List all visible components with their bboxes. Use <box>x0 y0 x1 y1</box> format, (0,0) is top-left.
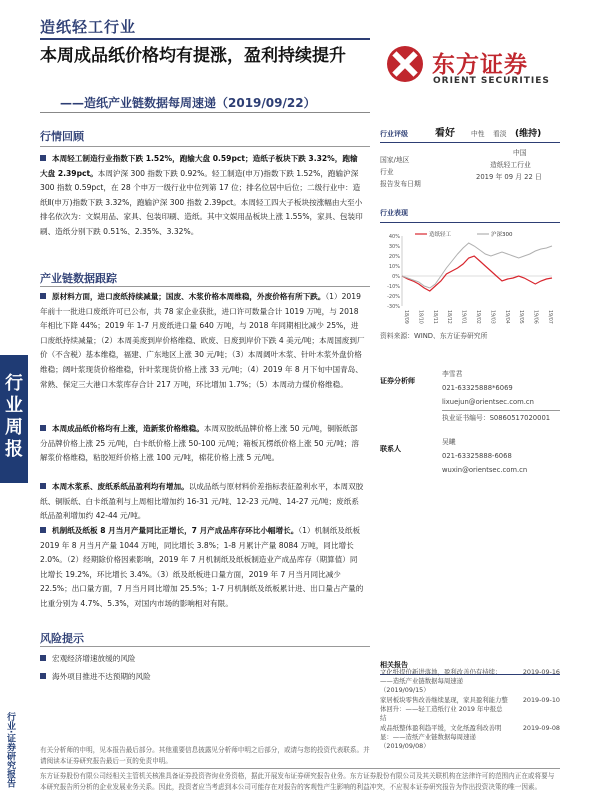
contact-name: 吴曦 <box>442 438 456 446</box>
market-paragraph <box>40 152 365 240</box>
item-text: （1）2019 年前十一批进口废纸许可已公布，共 78 家企业获批，进口许可数量合计 1019 万吨，与 2018 年相比下降 44%；2019 年 1-7 月废纸进口量 640 万吨，与 2018 年同期相比减少 25%，进口废纸持续减量；（2）本周美废到岸价格维稳、欧废、日废到岸价下跌 4 美元/吨；本周国废到厂价（不含税）基本维稳，福建、广东地区上涨 30 元/吨；（3）本周阔叶木浆、针叶木浆外盘价格维稳；阔叶浆现货价格维稳，针叶浆现货价格上涨 33 元/吨；（4）2019 年 8 月下旬中国青岛、常熟、保定三大港口木浆库存合计 217 万吨，环比增加 1.7%；（5）本周动力煤价格维稳。 <box>40 292 365 389</box>
bullet-icon <box>40 155 46 161</box>
item-bold: 原材料方面，进口废纸持续减量；国废、木浆价格本周维稳，外废价格有所下跌。 <box>52 292 326 301</box>
industry-item-2 <box>40 422 365 466</box>
sidebar-tag <box>0 355 28 483</box>
section-heading-industry: 产业链数据跟踪 <box>40 272 117 285</box>
y-tick-label: -10% <box>387 284 400 290</box>
analyst-divider <box>442 410 560 411</box>
perf-label-row <box>380 200 560 223</box>
contact-email[interactable]: wuxin@orientsec.com.cn <box>442 466 528 474</box>
x-tick-label: 19/04 <box>503 310 509 324</box>
x-tick-label: 18/12 <box>446 310 452 324</box>
report-subtitle: ——造纸产业链数据每周速递（2019/09/22） <box>60 96 316 110</box>
section-divider <box>40 146 370 147</box>
row-value: 2019 年 09 月 22 日 <box>476 173 542 181</box>
x-tick-label: 19/06 <box>532 310 538 324</box>
sidebar-bottom-label <box>4 712 24 787</box>
item-bold: 机制纸及纸板 8 月当月产量同比正增长，7 月产成品库存环比小幅增长。 <box>52 526 299 535</box>
item-bold: 本周木浆系、废纸系纸品盈利均有增加。 <box>52 482 189 491</box>
sidebar-bottom-text: 行业·证券研究报告 <box>5 712 15 788</box>
row-key: 报告发布日期 <box>380 180 421 188</box>
section-heading-risk: 风险提示 <box>40 632 84 645</box>
row-key: 行业 <box>380 168 394 176</box>
item-text: （1）机制纸及纸板 2019 年 8 月当月产量 1044 万吨，同比增长 3.8%；1-8 月累计产量 8084 万吨，同比增长 2.0%。（2）经期除价格因素影响，2019 年 7 月机制纸及纸板制造业产成品库存（期算值）同比增长 19.2%，环比增长 3.4%。（3）纸及纸板进口量方面，2019 年 7 月当月同比减少 22.5%；出口量方面，7 月当月同比增加 25.5%；1-7 月机制纸及纸板累计进、出口量占产量的比重分别为 4.7%、5.3%，对国内市场的影响相对有限。 <box>40 526 364 608</box>
related-title[interactable]: 家居板块零售改善继续显现，家具盈利能力整体回升：——轻工造纸行业 2019 年中报总结 <box>380 696 508 722</box>
bullet-icon <box>40 293 46 299</box>
contact-label: 联系人 <box>380 445 401 453</box>
rating-level: 看淡 <box>493 130 507 138</box>
related-title[interactable]: 文化纸提价新进落地，盈利改善仍有持续：——造纸产业链数据每周速递（2019/09/15） <box>380 668 502 694</box>
disclaimer: 有关分析师的申明，见本报告最后部分。其他重要信息披露见分析师申明之后部分，或请与您的投资代表联系。并请阅读本证券研究报告最后一页的免责申明。 <box>40 746 370 765</box>
row-value: 造纸轻工行业 <box>490 161 531 169</box>
chart-source: 资料来源：WIND、东方证券研究所 <box>380 332 488 340</box>
related-date: 2019-09-16 <box>522 668 560 676</box>
y-tick-label: -30% <box>387 304 400 310</box>
related-date: 2019-09-08 <box>522 724 560 732</box>
section-divider <box>40 286 370 287</box>
item-text: 本周双胶纸品牌价格上涨 50 元/吨，铜版纸部分品牌价格上涨 25 元/吨，白卡纸价格上涨 50-100 元/吨；箱板瓦楞纸价格上涨 50 元/吨；溶解浆价格维稳，粘胶短纤价格上涨 100 元/吨，棉花价格上涨 5 元/吨。 <box>40 424 359 463</box>
risk-text: 宏观经济增速放缓的风险 <box>52 654 136 663</box>
analyst-name: 李雪君 <box>442 370 463 378</box>
x-tick-label: 18/09 <box>403 310 408 324</box>
y-tick-label: 40% <box>388 234 400 240</box>
rating-value: 看好 <box>435 128 455 139</box>
header-divider <box>40 38 370 40</box>
y-tick-label: 20% <box>388 254 400 260</box>
row-value: 中国 <box>513 149 527 157</box>
sidebar-char: 行 <box>5 373 23 394</box>
sidebar-char: 业 <box>5 395 23 416</box>
y-tick-label: 30% <box>388 244 400 250</box>
perf-label: 行业表现 <box>380 209 408 217</box>
logo-en-text: ORIENT SECURITIES <box>433 76 550 86</box>
related-list <box>380 668 560 752</box>
y-tick-label: 0% <box>392 274 400 280</box>
market-text: 本周沪深 300 指数下跌 0.92%。轻工制造(申万)指数下跌 1.52%，跑输沪深 300 指数 0.59pct，在 28 个申万一级行业中位列第 17 位；排名位居中后位；二级行业中：造纸Ⅱ(申万)指数下跌 3.32%，跑输沪深 300 指数 2.39pct。本周轻工四大子板块按涨幅由大至小排名依次为：文娱用品、家具、包装印刷、造纸。其中文娱用品板块上涨 1.55%，家具、包装印刷、造纸分别下跌 0.51%、2.35%、3.32%。 <box>40 168 363 236</box>
rating-row <box>380 171 560 190</box>
analyst-label: 证券分析师 <box>380 377 415 385</box>
item-text: 以成品纸与原材料价差指标表征盈利水平，本周双胶纸、铜版纸、白卡纸盈利与上周相比增加约 16-31 元/吨、12-23 元/吨、14-27 元/吨；废纸系纸品盈利增加约 42-44 元/吨。 <box>40 482 364 521</box>
section-divider <box>40 646 370 647</box>
footer-divider <box>40 768 560 769</box>
related-title[interactable]: 成品纸整体盈利趋平缓，文化纸盈利改善明显：——造纸产业链数据每周速递（2019/09/08） <box>380 724 502 750</box>
bullet-icon <box>40 425 46 431</box>
rating-status: (维持) <box>515 129 542 139</box>
market-bold: 本周轻工制造行业指数下跌 1.52%，跑输大盘 0.59pct；造纸子板块下跌 3.32%，跑输大盘 2.39pct。 <box>40 154 358 178</box>
industry-item-4 <box>40 524 365 612</box>
footer-text: 东方证券股份有限公司经相关主管机关核准具备证券投资咨询业务资格，据此开展发布证券研究报告业务。东方证券股份有限公司及其关联机构在法律许可的范围内正在或将要与本研究报告所分析的企业发展业务关系。因此，投资者应当考虑到本公司可能存在对报告的客观性产生影响的利益冲突，不应视本证券研究报告为作出投资决策的唯一因素。 <box>40 772 555 791</box>
bullet-icon <box>40 527 46 533</box>
rating-box <box>380 124 560 143</box>
risk-item-1 <box>40 652 365 667</box>
rating-level: 中性 <box>471 130 485 138</box>
bullet-icon <box>40 655 46 661</box>
analyst-email[interactable]: lixuejun@orientsec.com.cn <box>442 398 534 406</box>
y-tick-label: 10% <box>388 264 400 270</box>
x-tick-label: 18/10 <box>417 310 423 324</box>
x-tick-label: 19/03 <box>489 310 495 324</box>
subtitle-divider <box>40 112 370 113</box>
section-heading-market: 行情回顾 <box>40 130 84 143</box>
analyst-cert: 执业证书编号：S0860517020001 <box>442 414 551 422</box>
risk-text: 海外项目推进不达预期的风险 <box>52 672 151 681</box>
legend-label: 造纸轻工 <box>429 232 452 238</box>
x-tick-label: 19/01 <box>460 310 466 324</box>
related-date: 2019-09-10 <box>522 696 560 704</box>
orient-logo-icon <box>385 44 425 84</box>
item-bold: 本周成品纸价格均有上涨，造新浆价格维稳。 <box>52 424 204 433</box>
related-item[interactable] <box>380 668 560 696</box>
industry-item-1 <box>40 290 365 392</box>
report-title: 本周成品纸价格均有提涨，盈利持续提升 <box>40 46 346 66</box>
industry-item-3 <box>40 480 365 524</box>
x-tick-label: 18/11 <box>431 310 437 324</box>
bullet-icon <box>40 483 46 489</box>
x-tick-label: 19/07 <box>547 310 552 324</box>
risk-item-2 <box>40 670 365 685</box>
row-key: 国家/地区 <box>380 156 410 164</box>
x-tick-label: 19/05 <box>518 310 524 324</box>
related-item[interactable] <box>380 724 560 752</box>
bullet-icon <box>40 673 46 679</box>
logo-cn-text: 东方证券 <box>432 52 528 78</box>
sidebar-char: 周 <box>5 417 23 438</box>
sidebar-char: 报 <box>5 439 23 460</box>
related-label: 相关报告 <box>380 661 408 669</box>
rating-label: 行业评级 <box>380 130 408 138</box>
contact-phone: 021-63325888-6068 <box>442 452 512 460</box>
analyst-phone: 021-63325888*6069 <box>442 384 513 392</box>
industry-label: 造纸轻工行业 <box>40 18 137 36</box>
related-item[interactable] <box>380 696 560 724</box>
x-tick-label: 19/02 <box>475 310 480 324</box>
legend-label: 沪深300 <box>491 232 513 238</box>
y-tick-label: -20% <box>387 294 400 300</box>
